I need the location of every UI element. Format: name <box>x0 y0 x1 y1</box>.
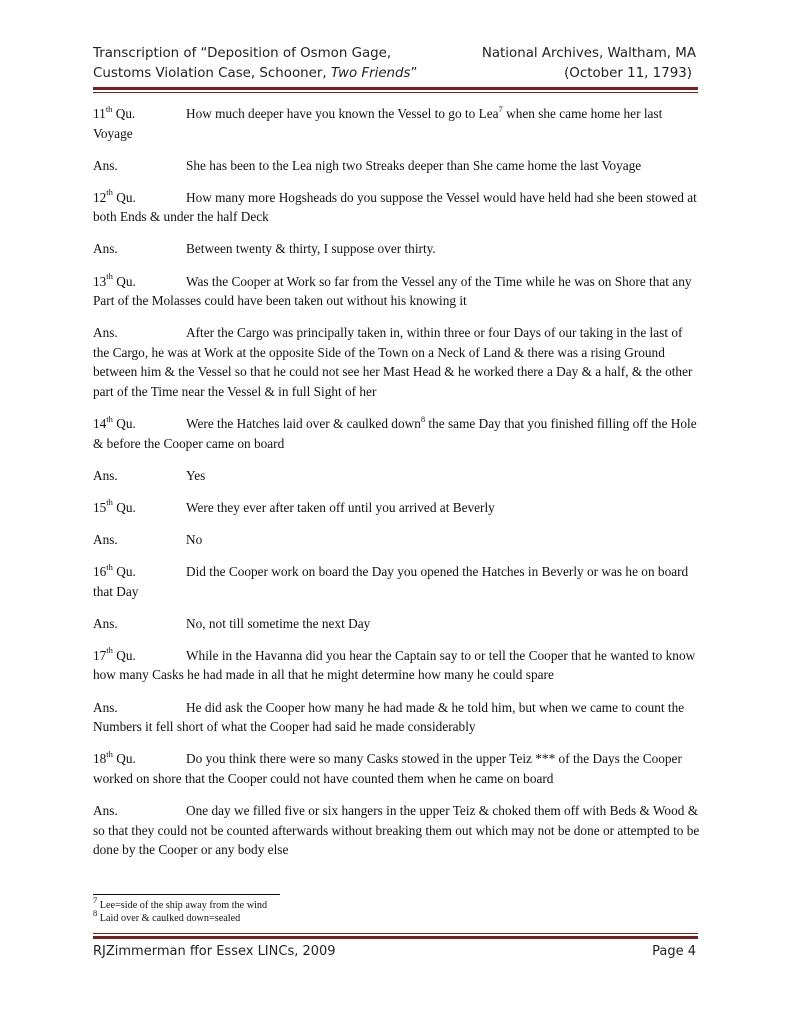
answer <box>93 614 700 634</box>
footnote-rule <box>93 894 280 895</box>
question-text: While in the Havanna did you hear the Captain say to or tell the Cooper that he wanted to know how many Casks he had made in all that he might determine how many he could spare <box>93 647 696 683</box>
footnote-number: 7 <box>93 894 98 905</box>
answer <box>93 156 700 176</box>
ordinal-suffix: th <box>106 645 113 656</box>
footnote-ref: 7 <box>498 103 503 114</box>
question-text: Were they ever after taken off until you arrived at Beverly <box>186 499 495 515</box>
answer-label <box>93 698 186 718</box>
footnote <box>93 907 267 925</box>
label-text: Ans. <box>93 699 118 715</box>
question-text: Was the Cooper at Work so far from the Vessel any of the Time while he was on Shore that any Part of the Molasses could have been taken out without his knowing it <box>93 273 692 309</box>
ordinal-suffix: th <box>106 413 113 424</box>
footer-rule-thick <box>93 936 698 939</box>
question-text: the same Day that you finished filling off the Hole & before the Cooper came on board <box>93 416 697 451</box>
label-text: Qu. <box>112 647 136 663</box>
footer-rule-thin <box>93 933 698 934</box>
footnote-text: Laid over & caulked down=sealed <box>97 913 241 924</box>
label-text: Ans. <box>93 325 118 341</box>
question-text: How much deeper have you known the Vessel to go to Lea <box>186 106 499 121</box>
question <box>93 104 700 143</box>
answer-label <box>93 323 186 343</box>
answer-text: After the Cargo was principally taken in, within three or four Days of our taking in the last of the Cargo, he was at Work at the opposite Side of the Town on a Neck of Land & there was a rising Ground between him & the Vessel so that he could not see her Mast Head & he worked there a Day & a half, & the other part of the Time near the Vessel & in full Sight of her <box>93 325 693 400</box>
label-text: Qu. <box>112 273 136 289</box>
answer <box>93 801 700 860</box>
label-text: Qu. <box>112 189 136 205</box>
question-label <box>93 104 186 124</box>
ordinal-suffix: th <box>106 187 113 198</box>
answer-text: One day we filled five or six hangers in the upper Teiz & choked them off with Beds & Wood & so that they could not be counted afterwards without breaking them out which may not be done or attempted to be done by the Cooper or any body else <box>93 802 700 858</box>
footnote-number: 8 <box>93 907 98 918</box>
answer-label <box>93 801 186 821</box>
footnote <box>93 894 268 912</box>
answer-label <box>93 466 186 486</box>
answer-text: She has been to the Lea nigh two Streaks deeper than She came home the last Voyage <box>186 157 642 173</box>
label-text: Qu. <box>112 751 136 767</box>
label-text: Ans. <box>93 532 118 547</box>
answer-text: Yes <box>186 467 206 483</box>
question-number: 17 <box>93 647 107 663</box>
ordinal-suffix: th <box>106 271 113 282</box>
header-rule-thick <box>93 87 698 90</box>
question-label <box>93 498 186 518</box>
answer-label <box>93 530 186 550</box>
answer-label <box>93 156 186 176</box>
label-text: Qu. <box>112 106 136 121</box>
answer-label <box>93 239 186 259</box>
deposition-body <box>93 104 700 872</box>
footnote-text: Lee=side of the ship away from the wind <box>97 900 268 911</box>
ordinal-suffix: th <box>105 103 113 114</box>
label-text: Ans. <box>93 467 118 483</box>
label-text: Qu. <box>112 416 136 432</box>
question-number: 13 <box>93 273 107 289</box>
label-text: Ans. <box>93 241 118 257</box>
question-text: Were the Hatches laid over & caulked down <box>186 416 421 432</box>
question-number: 12 <box>93 189 107 205</box>
answer-label <box>93 614 186 634</box>
answer <box>93 239 700 259</box>
page-number: Page 4 <box>652 944 696 959</box>
header-source-line2: (October 11, 1793) <box>564 66 692 81</box>
ordinal-suffix: th <box>106 748 113 759</box>
label-text: Ans. <box>93 157 118 173</box>
question-number: 18 <box>93 751 107 767</box>
question-number: 14 <box>93 416 107 432</box>
answer <box>93 323 700 401</box>
question-label <box>93 188 186 208</box>
ordinal-suffix: th <box>106 497 113 508</box>
answer <box>93 698 700 737</box>
label-text: Qu. <box>112 564 136 580</box>
question-label <box>93 749 186 769</box>
question-label <box>93 272 186 292</box>
question-label <box>93 562 186 582</box>
question-text: Do you think there were so many Casks stowed in the upper Teiz *** of the Days the Cooper worked on shore that the Cooper could not have counted them when he came on board <box>93 751 682 786</box>
question-label <box>93 646 186 666</box>
answer-text: No <box>186 532 203 547</box>
header-source-line1: National Archives, Waltham, MA <box>481 46 696 61</box>
footnotes <box>93 894 268 925</box>
question-text: when she came home her last Voyage <box>93 106 663 141</box>
question-text: How many more Hogsheads do you suppose the Vessel would have held had she been stowed at both Ends & under the half Deck <box>93 189 697 225</box>
question <box>93 498 700 518</box>
answer-text: No, not till sometime the next Day <box>186 615 371 631</box>
question <box>93 646 700 685</box>
footnote-ref: 8 <box>420 413 426 424</box>
page-footer <box>93 944 696 959</box>
question-number: 15 <box>93 499 107 515</box>
footer-credit: RJZimmerman ffor Essex LINCs, 2009 <box>93 944 336 959</box>
answer-text: He did ask the Cooper how many he had made & he told him, but when we came to count the Numbers it fell short of what the Cooper had said he made considerably <box>93 699 685 735</box>
header-title-line2: Customs Violation Case, Schooner, Two Friends” <box>93 66 418 81</box>
label-text: Qu. <box>112 499 136 515</box>
answer <box>93 466 700 486</box>
question <box>93 188 700 227</box>
label-text: Ans. <box>93 802 118 818</box>
vessel-name: Two Friends <box>330 66 411 81</box>
question <box>93 414 700 453</box>
label-text: Ans. <box>93 615 118 631</box>
question-label <box>93 414 186 434</box>
question-number: 11 <box>93 106 106 121</box>
answer <box>93 530 700 550</box>
question-number: 16 <box>93 564 107 580</box>
question <box>93 562 700 601</box>
page-header <box>93 44 696 84</box>
header-rule-thin <box>93 92 698 93</box>
ordinal-suffix: th <box>106 561 113 572</box>
question <box>93 749 700 788</box>
question <box>93 272 700 311</box>
answer-text: Between twenty & thirty, I suppose over thirty. <box>186 241 436 257</box>
header-title-line1: Transcription of “Deposition of Osmon Gage, <box>93 46 392 61</box>
question-text: Did the Cooper work on board the Day you opened the Hatches in Beverly or was he on board that Day <box>93 564 689 599</box>
